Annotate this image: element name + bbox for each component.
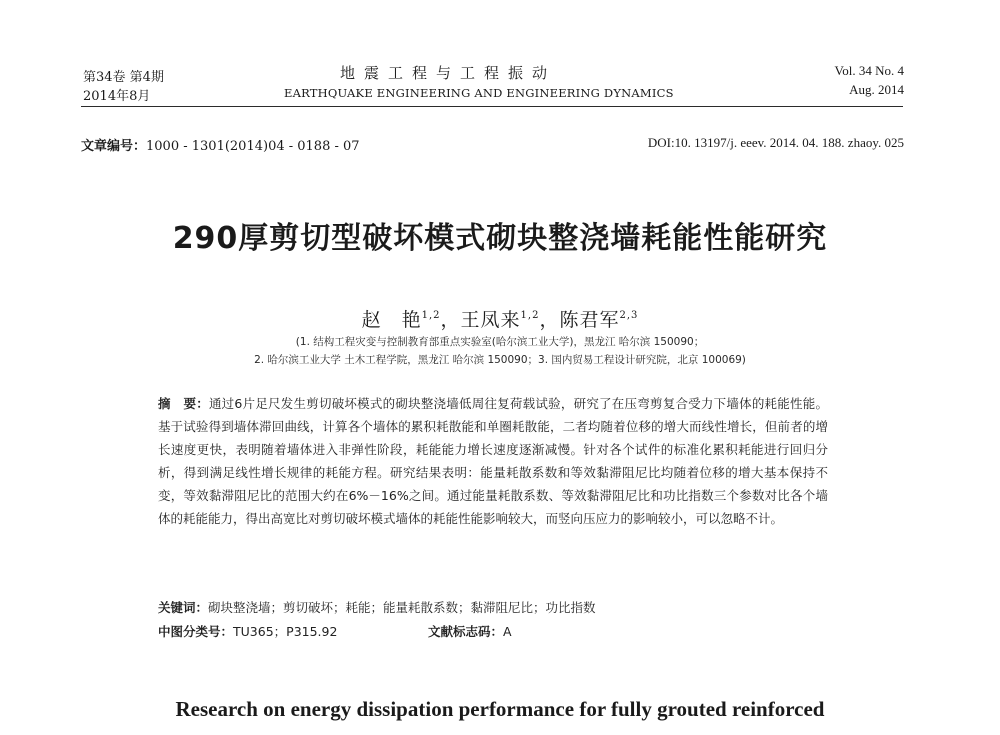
author-affil-sup: 2,3	[619, 310, 639, 321]
clc-number	[158, 622, 337, 640]
author-name: 陈君军	[559, 309, 620, 331]
paper-title: 290厚剪切型破坏模式砌块整浇墙耗能性能研究	[172, 221, 828, 256]
author-affil-sup: 1,2	[520, 310, 540, 321]
clc-value: TU365；P315.92	[233, 624, 338, 639]
document-code-value: A	[503, 624, 512, 639]
journal-date: 2014年8月	[83, 89, 151, 104]
abstract-label: 摘 要：	[158, 396, 209, 411]
article-number-label: 文章编号：	[81, 139, 147, 154]
journal-volume-issue: 第34卷 第4期	[83, 70, 164, 85]
author-separator: ，	[539, 309, 560, 331]
keywords-text: 砌块整浇墙；剪切破坏；耗能；能量耗散系数；黏滞阻尼比；功比指数	[208, 600, 596, 615]
author-name: 王凤来	[460, 309, 521, 331]
author-name: 赵 艳	[361, 309, 422, 331]
document-code-label: 文献标志码：	[428, 624, 504, 639]
abstract-text: 通过6片足尺发生剪切破坏模式的砌块整浇墙低周往复荷载试验，研究了在压弯剪复合受力下墙体的耗能性能。基于试验得到墙体滞回曲线，计算各个墙体的累积耗散能和单圈耗散能，二者均随着位移的增大而线性增长，但前者的增长速度更快，表明随着墙体进入非弹性阶段，耗能能力增长速度逐渐减慢。针对各个试件的标准化累积耗能进行回归分析，得到满足线性增长规律的耗能方程。研究结果表明：能量耗散系数和等效黏滞阻尼比均随着位移的增大基本保持不变，等效黏滞阻尼比的范围大约在6%－16%之间。通过能量耗散系数、等效黏滞阻尼比和功比指数三个参数对比各个墙体的耗能能力，得出高宽比对剪切破坏模式墙体的耗能性能影响较大，而竖向压应力的影响较小，可以忽略不计。	[158, 396, 828, 526]
document-code	[428, 622, 512, 640]
affiliation-line-1: (1. 结构工程灾变与控制教育部重点实验室(哈尔滨工业大学)，黑龙江 哈尔滨 150090；	[295, 336, 705, 348]
doi: DOI:10. 13197/j. eeev. 2014. 04. 188. zhaoy. 025	[647, 135, 904, 150]
journal-date-en: Aug. 2014	[849, 82, 904, 97]
author-separator: ，	[440, 309, 461, 331]
keywords	[158, 598, 596, 616]
journal-volume-en: Vol. 34 No. 4	[834, 63, 904, 78]
author-affil-sup: 1,2	[421, 310, 441, 321]
header-rule	[81, 106, 903, 107]
abstract	[158, 392, 828, 530]
english-title: Research on energy dissipation performance for fully grouted reinforced	[175, 697, 825, 721]
article-number	[81, 135, 360, 154]
journal-name-en: EARTHQUAKE ENGINEERING AND ENGINEERING DYNAMICS	[284, 86, 674, 100]
author-list	[0, 305, 1000, 332]
keywords-label: 关键词：	[158, 600, 209, 615]
affiliation-line-2: 2. 哈尔滨工业大学 土木工程学院，黑龙江 哈尔滨 150090；3. 国内贸易工程设计研究院，北京 100069)	[254, 354, 746, 366]
journal-name-cn: 地震工程与工程振动	[340, 64, 557, 82]
article-number-value: 1000 - 1301(2014)04 - 0188 - 07	[146, 139, 360, 154]
clc-label: 中图分类号：	[158, 624, 234, 639]
